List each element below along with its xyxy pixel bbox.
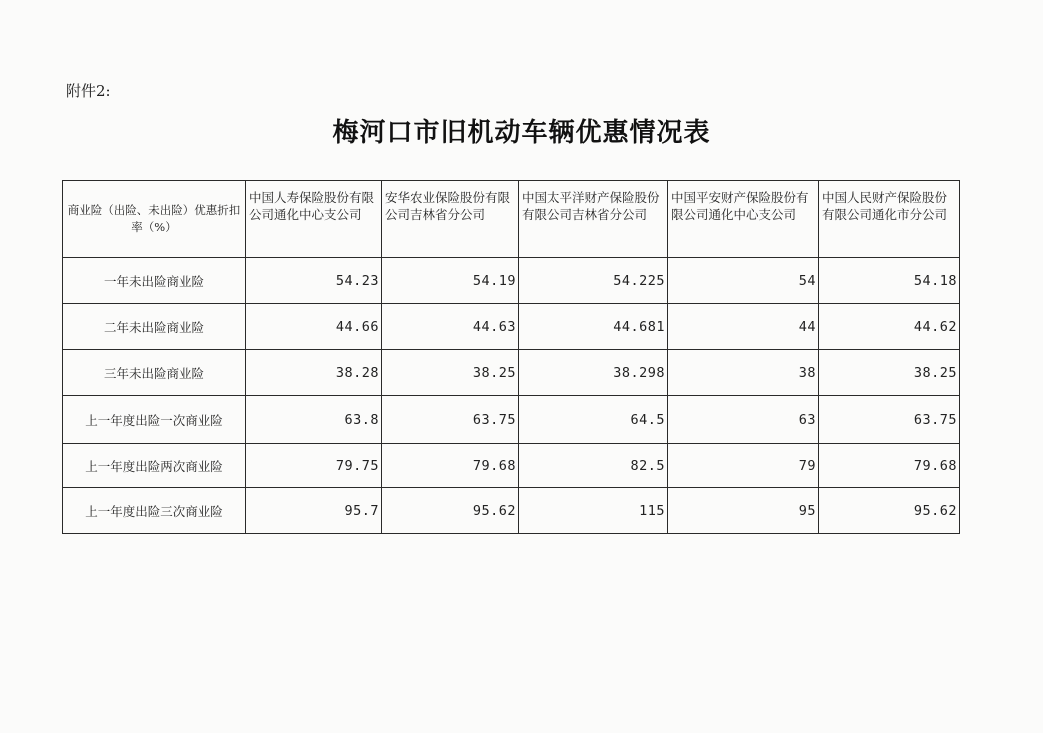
company-header-cell: 中国人寿保险股份有限公司通化中心支公司 [246, 181, 382, 258]
rate-cell: 44.62 [819, 304, 960, 350]
table-row [63, 444, 960, 488]
rate-cell: 38 [668, 350, 819, 396]
rate-cell: 115 [519, 488, 668, 534]
company-header-cell: 安华农业保险股份有限公司吉林省分公司 [382, 181, 519, 258]
rate-cell: 63.75 [819, 396, 960, 444]
company-header-cell: 中国人民财产保险股份有限公司通化市分公司 [819, 181, 960, 258]
discount-rate-table [62, 180, 960, 534]
row-label: 二年未出险商业险 [63, 304, 246, 350]
row-label: 上一年度出险两次商业险 [63, 444, 246, 488]
rate-cell: 79.68 [819, 444, 960, 488]
rate-cell: 63.8 [246, 396, 382, 444]
rate-cell: 79.75 [246, 444, 382, 488]
rate-cell: 63 [668, 396, 819, 444]
table-row [63, 258, 960, 304]
table-row [63, 350, 960, 396]
rate-cell: 95 [668, 488, 819, 534]
row-label: 三年未出险商业险 [63, 350, 246, 396]
rate-cell: 44 [668, 304, 819, 350]
row-label: 一年未出险商业险 [63, 258, 246, 304]
table-row [63, 396, 960, 444]
company-header-cell: 中国太平洋财产保险股份有限公司吉林省分公司 [519, 181, 668, 258]
table-row [63, 488, 960, 534]
rate-cell: 54.18 [819, 258, 960, 304]
rate-cell: 54.23 [246, 258, 382, 304]
company-header-cell: 中国平安财产保险股份有限公司通化中心支公司 [668, 181, 819, 258]
corner-header-cell: 商业险（出险、未出险）优惠折扣率（%） [63, 181, 246, 258]
table-header-row [63, 181, 960, 258]
rate-cell: 44.681 [519, 304, 668, 350]
rate-cell: 44.63 [382, 304, 519, 350]
rate-cell: 44.66 [246, 304, 382, 350]
rate-cell: 82.5 [519, 444, 668, 488]
row-label: 上一年度出险一次商业险 [63, 396, 246, 444]
rate-cell: 54.19 [382, 258, 519, 304]
document-title: 梅河口市旧机动车辆优惠情况表 [332, 118, 711, 148]
table-row [63, 304, 960, 350]
row-label: 上一年度出险三次商业险 [63, 488, 246, 534]
rate-cell: 95.62 [382, 488, 519, 534]
rate-cell: 38.25 [382, 350, 519, 396]
rate-cell: 38.28 [246, 350, 382, 396]
rate-cell: 38.298 [519, 350, 668, 396]
attachment-label: 附件2: [66, 82, 111, 100]
rate-cell: 63.75 [382, 396, 519, 444]
rate-cell: 54 [668, 258, 819, 304]
rate-cell: 79 [668, 444, 819, 488]
rate-cell: 95.62 [819, 488, 960, 534]
rate-cell: 64.5 [519, 396, 668, 444]
rate-cell: 95.7 [246, 488, 382, 534]
rate-cell: 38.25 [819, 350, 960, 396]
rate-cell: 79.68 [382, 444, 519, 488]
rate-cell: 54.225 [519, 258, 668, 304]
